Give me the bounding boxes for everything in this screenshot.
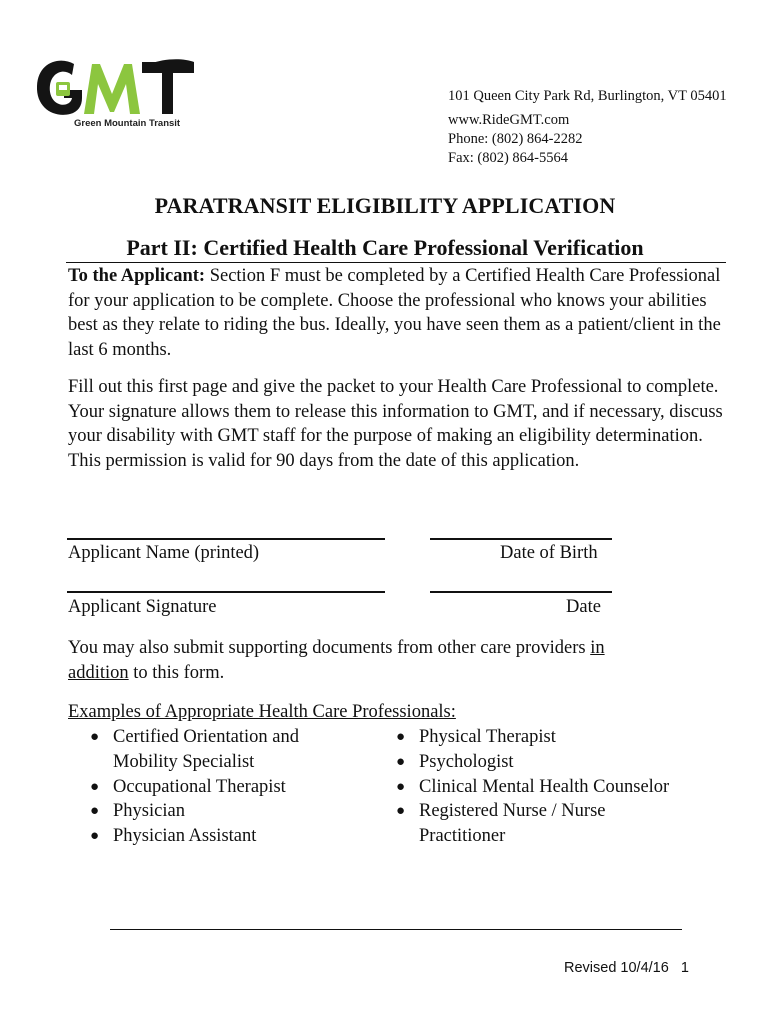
- page-title: PARATRANSIT ELIGIBILITY APPLICATION: [154, 193, 616, 218]
- examples-list-item-text: Occupational Therapist: [113, 776, 286, 797]
- footer: [564, 960, 689, 976]
- logo-subtitle: Green Mountain Transit: [74, 118, 181, 129]
- date-label: Date: [566, 597, 601, 617]
- fax: Fax: (802) 864-5564: [448, 150, 569, 166]
- page-subtitle: Part II: Certified Health Care Professional Verification: [126, 235, 644, 260]
- examples-list-item: [90, 775, 299, 800]
- examples-list-item: [396, 750, 669, 775]
- examples-list-item-text: Registered Nurse / Nurse: [419, 801, 606, 822]
- bullet-icon: ●: [90, 729, 100, 745]
- footer-divider: [110, 929, 682, 930]
- intro-paragraph: [68, 264, 728, 362]
- applicant-name-line[interactable]: [67, 538, 385, 540]
- date-of-birth-label: Date of Birth: [500, 543, 598, 563]
- revised-date: Revised 10/4/16: [564, 960, 669, 976]
- applicant-signature-label: Applicant Signature: [68, 597, 217, 617]
- examples-list-item: [90, 824, 299, 849]
- bullet-icon: ●: [396, 729, 406, 745]
- examples-list-item: [396, 725, 669, 750]
- examples-list-item-text: Physical Therapist: [419, 727, 556, 747]
- phone: Phone: (802) 864-2282: [448, 131, 583, 147]
- date-line[interactable]: [430, 591, 612, 593]
- supporting-pre: You may also submit supporting documents from other care providers: [68, 638, 591, 658]
- examples-list-item: [90, 725, 299, 775]
- applicant-name-label: Applicant Name (printed): [68, 543, 260, 563]
- examples-list-item-text: Practitioner: [419, 826, 506, 847]
- examples-list-item: [396, 799, 669, 849]
- supporting-underlined-addition: addition: [68, 662, 129, 683]
- supporting-underlined-in: in: [590, 638, 605, 658]
- bullet-icon: ●: [396, 803, 406, 820]
- examples-list-item-text: Mobility Specialist: [113, 751, 255, 772]
- intro-text: Section F must be completed by a Certified Health Care Professional for your application to be complete. Choose the professional who knows your abilities best as they relate to riding the bus. Ideally, you have seen them as a patient/client in the last 6 months.: [68, 266, 721, 360]
- examples-list-item: [90, 799, 299, 824]
- intro-lead: To the Applicant:: [68, 266, 206, 286]
- date-of-birth-line[interactable]: [430, 538, 612, 540]
- address: 101 Queen City Park Rd, Burlington, VT 05401: [448, 88, 727, 104]
- website: www.RideGMT.com: [448, 112, 570, 128]
- bullet-icon: ●: [396, 753, 406, 770]
- title-divider: [66, 262, 726, 263]
- examples-list-left: [90, 725, 299, 849]
- supporting-paragraph: [68, 636, 668, 685]
- examples-list-right: [396, 725, 669, 849]
- applicant-signature-line[interactable]: [67, 591, 385, 593]
- examples-list-item-text: Physician: [113, 801, 185, 822]
- bullet-icon: ●: [90, 803, 100, 820]
- bullet-icon: ●: [396, 778, 406, 795]
- supporting-post: to this form.: [128, 662, 225, 683]
- examples-list-item-text: Physician Assistant: [113, 826, 257, 847]
- instructions-paragraph: Fill out this first page and give the packet to your Health Care Professional to complete. Your signature allows them to release this information to GMT, and if necessary, discuss your disability with GMT staff for the purpose of making an eligibility determination. This permission is valid for 90 days from the date of this application.: [68, 377, 723, 471]
- examples-list-item-text: Certified Orientation and: [113, 727, 299, 747]
- examples-heading: Examples of Appropriate Health Care Professionals:: [68, 702, 456, 722]
- page-number: 1: [680, 960, 689, 976]
- examples-list-item: [396, 775, 669, 800]
- examples-list-item-text: Clinical Mental Health Counselor: [419, 776, 670, 797]
- examples-list-item-text: Psychologist: [419, 751, 514, 772]
- bullet-icon: ●: [90, 828, 100, 845]
- bullet-icon: ●: [90, 778, 100, 795]
